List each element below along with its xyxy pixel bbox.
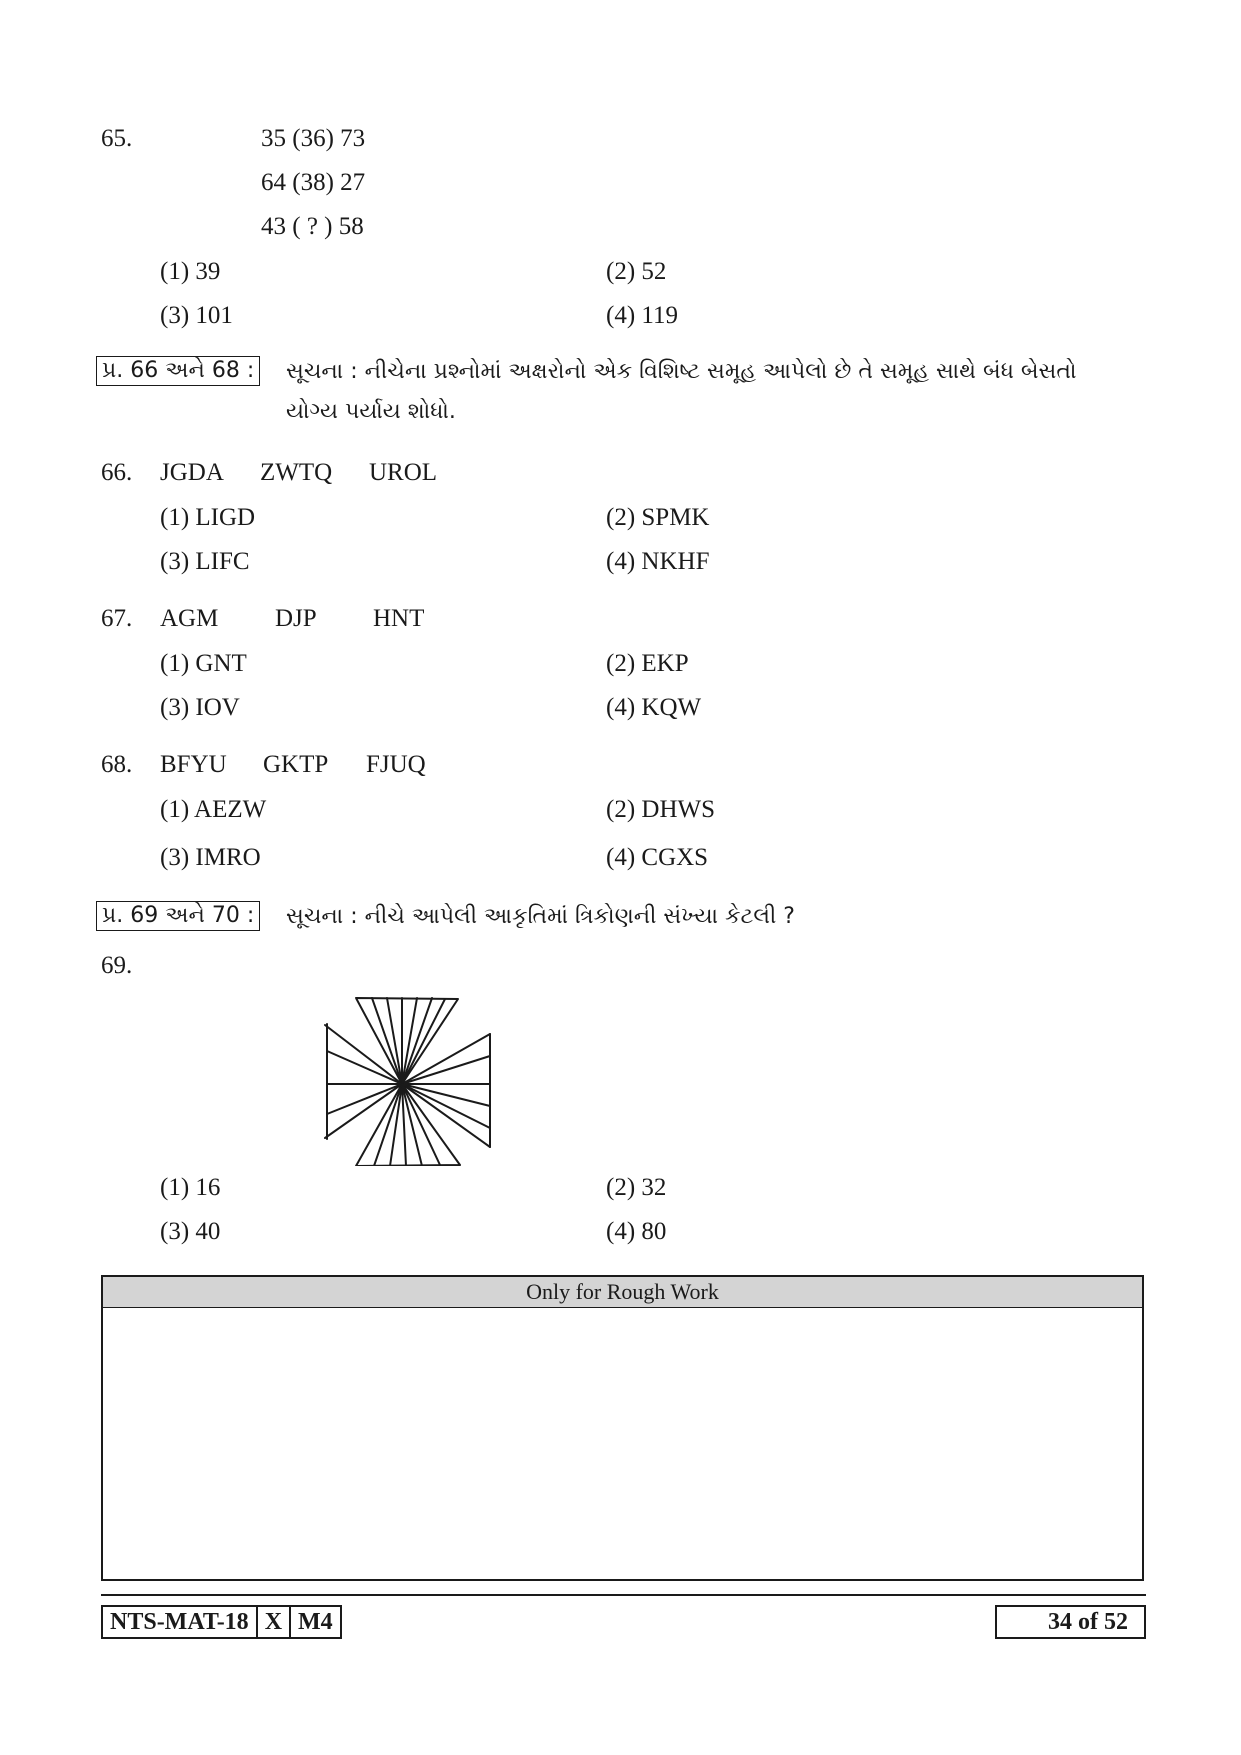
q68-option-2: (2) DHWS	[606, 796, 716, 823]
q66-option-4: (4) NKHF	[606, 548, 710, 575]
q66-term-3: UROL	[369, 459, 438, 486]
question-number-69: 69.	[101, 952, 133, 979]
q65-row-1: 35 (36) 73	[261, 125, 366, 152]
footer-divider	[101, 1594, 1146, 1596]
instruction-text-69-70: સૂચના : નીચે આપેલી આકૃતિમાં ત્રિકોણની સંખ્યા કેટલી ?	[286, 904, 795, 929]
question-number-67: 67.	[101, 605, 133, 632]
q67-option-1: (1) GNT	[160, 650, 247, 677]
instruction-line-1: સૂચના : નીચેના પ્રશ્નોમાં અક્ષરોનો એક વિશિષ્ટ સમૂહ આપેલો છે તે સમૂહ સાથે બંધ બેસતો	[286, 359, 1077, 384]
paper-code-standard: X	[258, 1607, 291, 1637]
instruction-label-69-70: પ્ર. 69 અને 70 :	[96, 901, 260, 931]
rough-work-heading: Only for Rough Work	[103, 1277, 1142, 1308]
q66-option-2: (2) SPMK	[606, 504, 710, 531]
q65-row-2: 64 (38) 27	[261, 169, 366, 196]
q69-option-2: (2) 32	[606, 1174, 667, 1201]
q67-option-4: (4) KQW	[606, 694, 702, 721]
q69-option-4: (4) 80	[606, 1218, 667, 1245]
q67-option-2: (2) EKP	[606, 650, 689, 677]
q68-term-3: FJUQ	[366, 751, 426, 778]
q65-option-3: (3) 101	[160, 302, 233, 329]
instruction-line-2: યોગ્ય પર્યાય શોધો.	[286, 399, 456, 424]
q65-row-3: 43 ( ? ) 58	[261, 213, 364, 240]
q65-option-1: (1) 39	[160, 258, 221, 285]
q66-option-3: (3) LIFC	[160, 548, 250, 575]
triangle-count-figure	[322, 996, 496, 1166]
q67-term-3: HNT	[373, 605, 425, 632]
question-number-66: 66.	[101, 459, 133, 486]
instruction-label-66-68: પ્ર. 66 અને 68 :	[96, 356, 260, 386]
q66-option-1: (1) LIGD	[160, 504, 256, 531]
q67-term-1: AGM	[160, 605, 219, 632]
question-number-65: 65.	[101, 125, 133, 152]
q69-option-1: (1) 16	[160, 1174, 221, 1201]
paper-code-medium: M4	[298, 1609, 333, 1635]
q67-option-3: (3) IOV	[160, 694, 240, 721]
q68-term-1: BFYU	[160, 751, 227, 778]
paper-code	[101, 1605, 342, 1639]
paper-code-exam: NTS-MAT-18	[103, 1607, 258, 1637]
q66-term-2: ZWTQ	[260, 459, 333, 486]
q68-option-4: (4) CGXS	[606, 844, 709, 871]
q68-term-2: GKTP	[263, 751, 329, 778]
question-number-68: 68.	[101, 751, 133, 778]
q68-option-1: (1) AEZW	[160, 796, 267, 823]
q68-option-3: (3) IMRO	[160, 844, 261, 871]
q65-option-4: (4) 119	[606, 302, 678, 329]
rough-work-box	[101, 1275, 1144, 1581]
q65-option-2: (2) 52	[606, 258, 667, 285]
q67-term-2: DJP	[275, 605, 317, 632]
q66-term-1: JGDA	[160, 459, 224, 486]
q69-option-3: (3) 40	[160, 1218, 221, 1245]
page-number: 34 of 52	[995, 1605, 1146, 1639]
instruction-text-66-68	[286, 352, 1076, 432]
